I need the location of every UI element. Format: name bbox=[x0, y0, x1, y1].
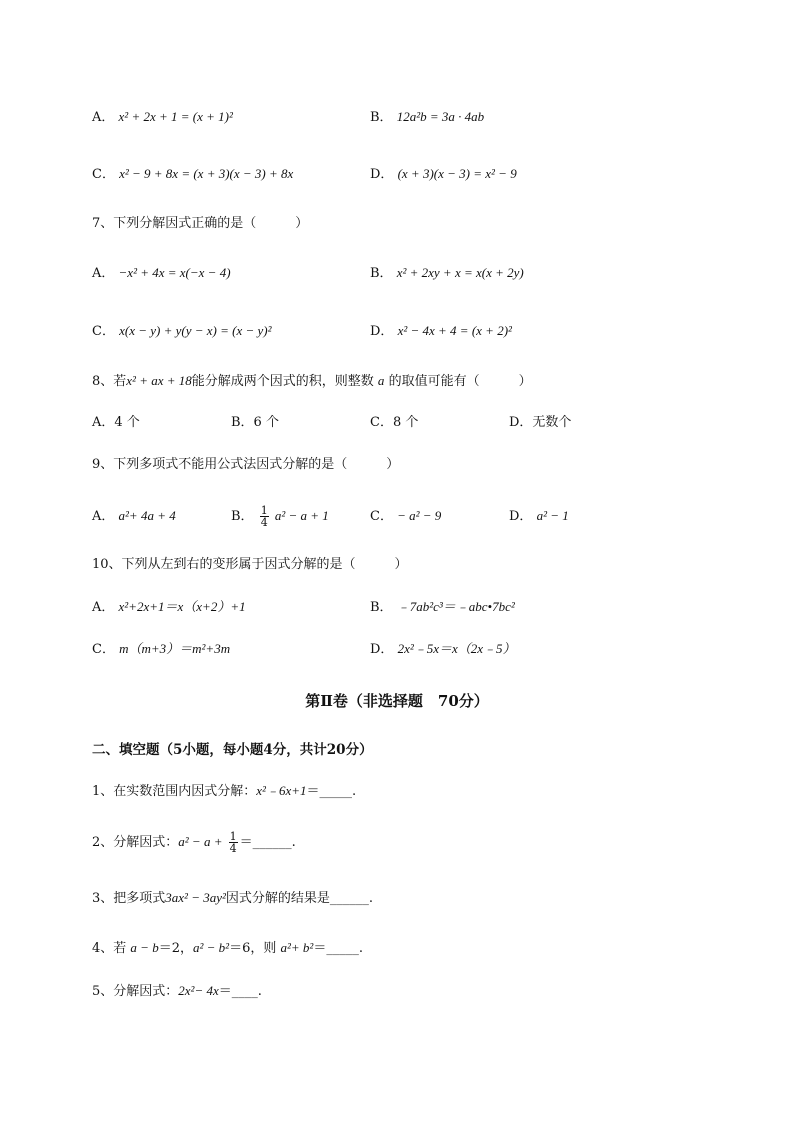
question-formula: 3ax² − 3ay² bbox=[165, 890, 226, 905]
option-label: D． bbox=[370, 642, 394, 657]
option-label: D． bbox=[509, 509, 533, 524]
option-formula: −x² + 4x = x(−x − 4) bbox=[118, 265, 231, 280]
question-text: ＝6，则 bbox=[229, 941, 277, 956]
option-formula: x² − 4x + 4 = (x + 2)² bbox=[397, 323, 512, 338]
option-label: C． bbox=[92, 324, 115, 339]
option-label: D． bbox=[370, 167, 394, 182]
q7-stem: 7、下列分解因式正确的是（ ） bbox=[92, 216, 309, 231]
option-label: A． bbox=[92, 509, 115, 524]
option-formula: 12a²b = 3a · 4ab bbox=[396, 109, 485, 124]
q9-option-b bbox=[231, 500, 329, 533]
q10-option-a bbox=[92, 598, 246, 617]
option-formula: a² − 1 bbox=[536, 508, 569, 523]
question-text: 4、若 bbox=[92, 941, 127, 956]
q8-option-d: D．无数个 bbox=[509, 415, 572, 430]
answer-blank: ＝_____. bbox=[306, 784, 357, 799]
option-formula: 2x²﹣5x＝x（2x﹣5） bbox=[397, 641, 516, 656]
option-formula: ﹣7ab²c³＝﹣abc•7bc² bbox=[396, 599, 515, 614]
fill-question-5 bbox=[92, 982, 262, 1001]
option-label: A． bbox=[92, 110, 115, 125]
q10-option-d bbox=[370, 640, 516, 659]
question-text: 3、把多项式 bbox=[92, 891, 166, 906]
option-label: A． bbox=[92, 266, 115, 281]
question-formula: a²+ b² bbox=[280, 940, 314, 955]
q7-option-d bbox=[370, 322, 512, 341]
option-label: B． bbox=[370, 266, 393, 281]
question-formula: a² − a + bbox=[178, 834, 223, 849]
q9-option-d bbox=[509, 507, 569, 526]
question-text: 1、在实数范围内因式分解： bbox=[92, 784, 257, 799]
q8-option-b: B．6 个 bbox=[231, 415, 279, 430]
q7-option-a bbox=[92, 264, 231, 283]
answer-blank: ＝_____. bbox=[313, 941, 363, 956]
option-label: B． bbox=[370, 110, 393, 125]
q8-option-a: A．4 个 bbox=[92, 415, 140, 430]
option-label: B． bbox=[370, 600, 393, 615]
q9-stem: 9、下列多项式不能用公式法因式分解的是（ ） bbox=[92, 457, 400, 472]
q6-option-a bbox=[92, 108, 233, 127]
question-formula: 2x²− 4x bbox=[178, 983, 219, 998]
q9-option-c bbox=[370, 507, 441, 526]
question-formula: x²﹣6x+1 bbox=[256, 783, 307, 798]
stem-text: 能分解成两个因式的积，则整数 bbox=[191, 374, 374, 389]
option-label: A． bbox=[92, 600, 115, 615]
stem-variable: a bbox=[377, 373, 385, 388]
q10-option-b bbox=[370, 598, 515, 617]
fraction-numerator: 1 bbox=[229, 830, 237, 843]
stem-text: 的取值可能有（ ） bbox=[388, 374, 532, 389]
q8-stem bbox=[92, 372, 532, 391]
fill-question-2 bbox=[92, 826, 296, 859]
question-text: 2、分解因式： bbox=[92, 835, 179, 850]
q8-option-c: C．8 个 bbox=[370, 415, 419, 430]
question-formula: a² − b² bbox=[192, 940, 230, 955]
option-label: D． bbox=[370, 324, 394, 339]
stem-text: 8、若 bbox=[92, 374, 127, 389]
question-text: 5、分解因式： bbox=[92, 984, 179, 999]
option-label: B． bbox=[231, 509, 254, 524]
q6-option-c bbox=[92, 165, 293, 184]
question-formula: a − b bbox=[130, 940, 159, 955]
option-formula: a² − a + 1 bbox=[274, 508, 329, 523]
answer-blank: ＝______. bbox=[239, 835, 296, 850]
fraction-numerator: 1 bbox=[260, 504, 268, 517]
stem-formula: x² + ax + 18 bbox=[126, 373, 192, 388]
option-label: C． bbox=[92, 642, 115, 657]
q9-option-a bbox=[92, 507, 176, 526]
option-formula: (x + 3)(x − 3) = x² − 9 bbox=[397, 166, 517, 181]
answer-blank: ＝____. bbox=[218, 984, 262, 999]
option-label: C． bbox=[370, 509, 393, 524]
part-two-title: 第Ⅱ卷（非选择题 70分） bbox=[305, 692, 489, 710]
q10-stem: 10、下列从左到右的变形属于因式分解的是（ ） bbox=[92, 557, 408, 572]
fraction-denominator: 4 bbox=[260, 516, 268, 529]
option-label: C． bbox=[92, 167, 115, 182]
option-formula: − a² − 9 bbox=[397, 508, 442, 523]
option-formula: x(x − y) + y(y − x) = (x − y)² bbox=[119, 323, 272, 338]
answer-blank: 因式分解的结果是______. bbox=[225, 891, 374, 906]
option-formula: m（m+3）＝m²+3m bbox=[119, 641, 231, 656]
q6-option-d bbox=[370, 165, 517, 184]
fraction bbox=[229, 831, 238, 854]
q6-option-b bbox=[370, 108, 484, 127]
option-formula: a²+ 4a + 4 bbox=[118, 508, 176, 523]
option-formula: x² − 9 + 8x = (x + 3)(x − 3) + 8x bbox=[119, 166, 294, 181]
fill-question-1 bbox=[92, 782, 356, 801]
fill-question-4 bbox=[92, 939, 363, 958]
fill-question-3 bbox=[92, 889, 373, 908]
option-formula: x² + 2xy + x = x(x + 2y) bbox=[396, 265, 524, 280]
option-formula: x²+2x+1＝x（x+2）+1 bbox=[118, 599, 246, 614]
q10-option-c bbox=[92, 640, 230, 659]
fraction-denominator: 4 bbox=[229, 842, 237, 855]
question-text: ＝2， bbox=[158, 941, 193, 956]
section-heading: 二、填空题（5小题，每小题4分，共计20分） bbox=[92, 742, 373, 758]
option-formula: x² + 2x + 1 = (x + 1)² bbox=[118, 109, 233, 124]
fraction bbox=[260, 505, 269, 528]
q7-option-b bbox=[370, 264, 524, 283]
q7-option-c bbox=[92, 322, 272, 341]
